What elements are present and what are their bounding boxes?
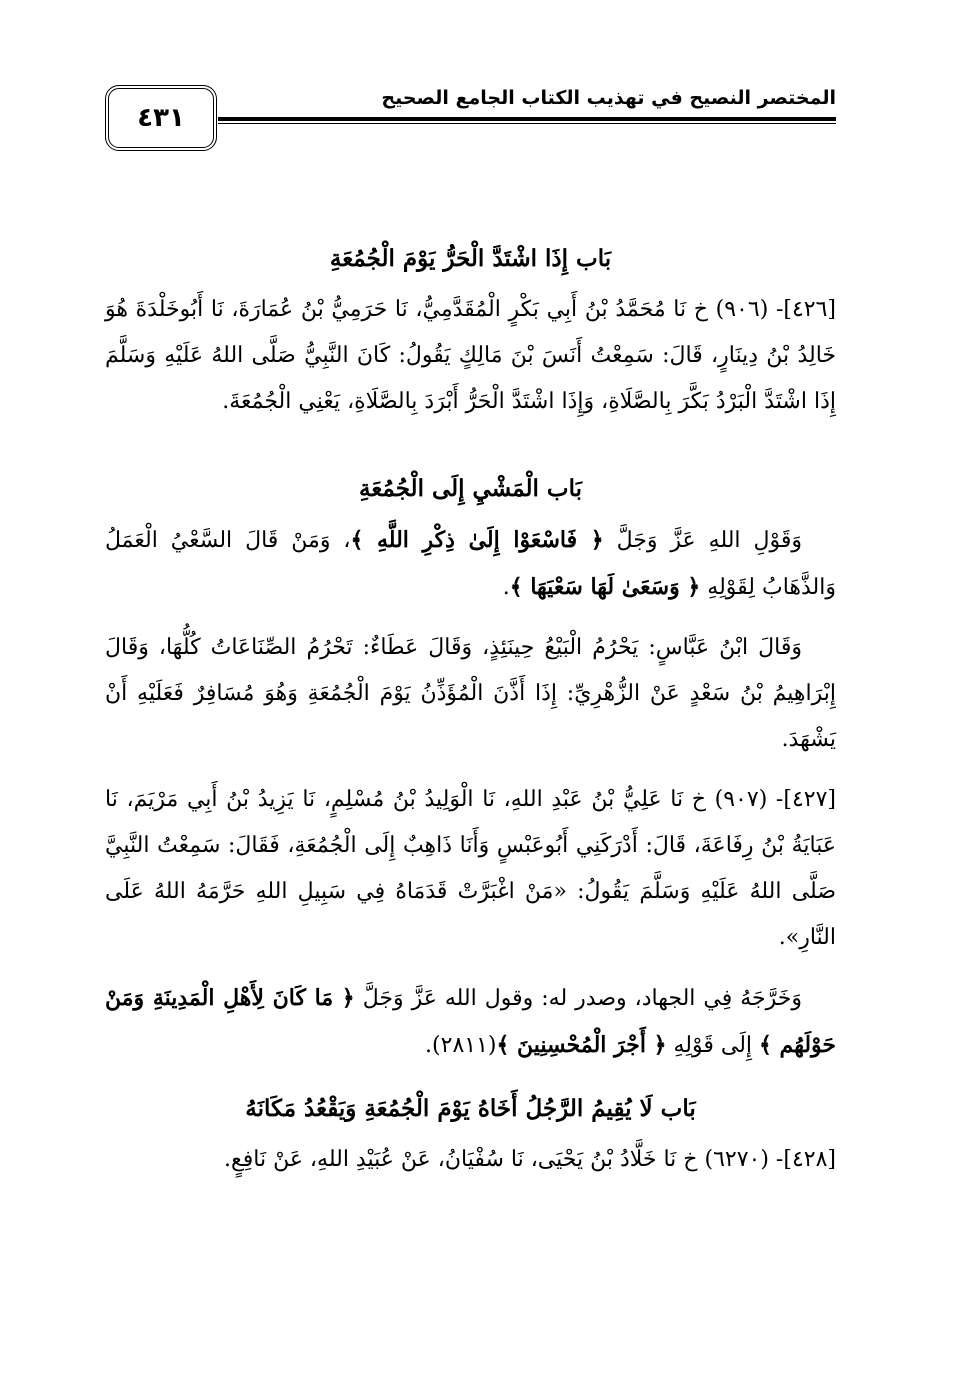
running-title: المختصر النصيح في تهذيب الكتاب الجامع الصحيح [381, 87, 836, 109]
intro-mid: ، وَمَنْ قَالَ السَّعْيُ الْعَمَلُ وَالذَّهَابُ لِقَوْلِهِ [105, 528, 836, 600]
spacer [105, 763, 836, 777]
spacer [105, 425, 836, 465]
takhrij-mid: إِلَى قَوْلِهِ [666, 1033, 759, 1058]
hadith-426: [٤٢٦]- (٩٠٦) خ نَا مُحَمَّدُ بْنُ أَبِي بَكْرٍ الْمُقَدَّمِيُّ، نَا حَرَمِيُّ بْنُ عُمَارَةَ، نَا أَبُوخَلْدَةَ هُوَ خَالِدُ بْنُ دِينَارٍ، قَالَ: سَمِعْتُ أَنَسَ بْنَ مَالِكٍ يَقُولُ: كَانَ النَّبِيُّ صَلَّى اللهُ عَلَيْهِ وَسَلَّمَ إِذَا اشْتَدَّ الْبَرْدُ بَكَّرَ بِالصَّلَاةِ، وَإِذَا اشْتَدَّ الْحَرُّ أَبْرَدَ بِالصَّلَاةِ، يَعْنِي الْجُمُعَةَ. [105, 297, 837, 414]
section-heading-hot-day: بَاب إِذَا اشْتَدَّ الْحَرُّ يَوْمَ الْجُمُعَةِ [329, 245, 612, 272]
ibn-abbas-quote: وَقَالَ ابْنُ عَبَّاسٍ: يَحْرُمُ الْبَيْعُ حِينَئِذٍ، وَقَالَ عَطَاءٌ: تَحْرُمُ الصِّنَاعَاتُ كُلُّهَا، وَقَالَ إِبْرَاهِيمُ بْنُ سَعْدٍ عَنْ الزُّهْرِيِّ: إِذَا أَذَّنَ الْمُؤَذِّنُ يَوْمَ الْجُمُعَةِ وَهُوَ مُسَافِرٌ فَعَلَيْهِ أَنْ يَشْهَدَ. [105, 635, 836, 752]
hadith-427: [٤٢٧]- (٩٠٧) خ نَا عَلِيُّ بْنُ عَبْدِ اللهِ، نَا الْوَلِيدُ بْنُ مُسْلِمٍ، نَا يَزِيدُ بْنُ أَبِي مَرْيَمَ، نَا عَبَايَةُ بْنُ رِفَاعَةَ، قَالَ: أَدْرَكَنِي أَبُوعَبْسٍ وَأَنَا ذَاهِبٌ إِلَى الْجُمُعَةِ، فَقَالَ: سَمِعْتُ النَّبِيَّ صَلَّى اللهُ عَلَيْهِ وَسَلَّمَ يَقُولُ: «مَنْ اغْبَرَّتْ قَدَمَاهُ فِي سَبِيلِ اللهِ حَرَّمَهُ اللهُ عَلَى النَّارِ». [105, 787, 837, 950]
intro-start: وَقَوْلِ اللهِ عَزَّ وَجَلَّ [616, 528, 802, 553]
spacer [105, 611, 836, 625]
spacer [105, 961, 836, 975]
takhrij-start: وَخَرَّجَهُ فِي الجهاد، وصدر له: وقول الله عَزَّ وَجَلَّ [362, 986, 803, 1011]
quran-verse-3: ﴿ مَا كَانَ لِأَهْلِ الْمَدِينَةِ وَمَنْ حَوْلَهُم ﴾ [105, 985, 836, 1058]
takhrij-note [105, 975, 836, 1069]
page-number: ٤٣١ [137, 103, 185, 133]
hadith-428: [٤٢٨]- (٦٢٧٠) خ نَا خَلَّادُ بْنُ يَحْيَى، نَا سُفْيَانُ، عَنْ عُبَيْدِ اللهِ، عَنْ نَافِعٍ. [224, 1147, 836, 1172]
quran-verse-1: ﴿ فَاسْعَوْا إِلَىٰ ذِكْرِ اللَّهِ ﴾ [350, 527, 604, 553]
quran-verse-4: ﴿ أَجْرَ الْمُحْسِنِينَ ﴾ [496, 1032, 667, 1058]
section-heading-walking: بَاب الْمَشْيِ إِلَى الْجُمُعَةِ [358, 475, 582, 502]
section-heading-seat: بَاب لَا يُقِيمُ الرَّجُلُ أَخَاهُ يَوْمَ الْجُمُعَةِ وَيَقْعُدُ مَكَانَهُ [245, 1095, 696, 1122]
intro-end: . [502, 575, 510, 600]
quran-verse-2: ﴿ وَسَعَىٰ لَهَا سَعْيَهَا ﴾ [509, 574, 701, 600]
chapter-intro [105, 517, 836, 611]
page-header [105, 85, 836, 155]
page-number-frame [105, 85, 217, 151]
takhrij-end: (٢٨١١). [425, 1033, 497, 1058]
header-rule [218, 117, 836, 124]
page-body [105, 235, 836, 1183]
